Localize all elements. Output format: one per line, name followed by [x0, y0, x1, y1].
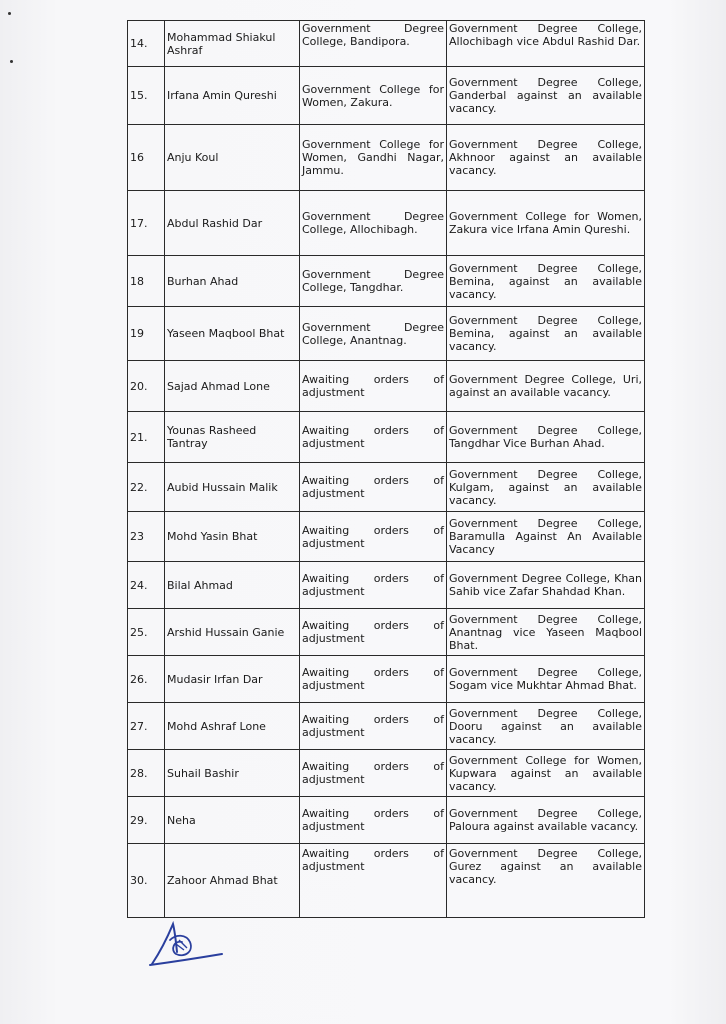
present-posting: Awaiting orders of adjustment: [300, 797, 447, 844]
table-row: [128, 656, 645, 703]
present-posting: Government College for Women, Gandhi Nagar, Jammu.: [300, 125, 447, 191]
posted-to: Government Degree College, Anantnag vice Yaseen Maqbool Bhat.: [447, 609, 645, 656]
posted-to: Government Degree College, Ganderbal against an available vacancy.: [447, 67, 645, 125]
serial-number: 15.: [128, 67, 165, 125]
lecturer-name: Zahoor Ahmad Bhat: [165, 844, 300, 918]
lecturer-name: Yaseen Maqbool Bhat: [165, 307, 300, 361]
posted-to: Government Degree College, Dooru against an available vacancy.: [447, 703, 645, 750]
present-posting: Awaiting orders of adjustment: [300, 703, 447, 750]
table-row: [128, 750, 645, 797]
table-row: [128, 307, 645, 361]
table-row: [128, 361, 645, 412]
lecturer-name: Neha: [165, 797, 300, 844]
lecturer-name: Aubid Hussain Malik: [165, 463, 300, 512]
lecturer-name: Mudasir Irfan Dar: [165, 656, 300, 703]
lecturer-name: Bilal Ahmad: [165, 562, 300, 609]
lecturer-name: Arshid Hussain Ganie: [165, 609, 300, 656]
present-posting: Awaiting orders of adjustment: [300, 844, 447, 918]
scan-speck: [10, 60, 13, 63]
present-posting: Awaiting orders of adjustment: [300, 656, 447, 703]
lecturer-name: Irfana Amin Qureshi: [165, 67, 300, 125]
present-posting: Government Degree College, Tangdhar.: [300, 256, 447, 307]
lecturer-name: Sajad Ahmad Lone: [165, 361, 300, 412]
lecturer-name: Suhail Bashir: [165, 750, 300, 797]
table-row: [128, 412, 645, 463]
present-posting: Government Degree College, Anantnag.: [300, 307, 447, 361]
posted-to: Government College for Women, Kupwara against an available vacancy.: [447, 750, 645, 797]
serial-number: 20.: [128, 361, 165, 412]
posted-to: Government Degree College, Kulgam, against an available vacancy.: [447, 463, 645, 512]
table-row: [128, 844, 645, 918]
lecturer-name: Anju Koul: [165, 125, 300, 191]
lecturer-name: Mohammad Shiakul Ashraf: [165, 21, 300, 67]
lecturer-name: Mohd Yasin Bhat: [165, 512, 300, 562]
present-posting: Awaiting orders of adjustment: [300, 361, 447, 412]
table-row: [128, 21, 645, 67]
serial-number: 18: [128, 256, 165, 307]
table-row: [128, 125, 645, 191]
scan-speck: [8, 12, 11, 15]
posted-to: Government Degree College, Akhnoor against an available vacancy.: [447, 125, 645, 191]
serial-number: 29.: [128, 797, 165, 844]
serial-number: 27.: [128, 703, 165, 750]
table-row: [128, 256, 645, 307]
signature-mark: [146, 918, 226, 970]
lecturer-name: Burhan Ahad: [165, 256, 300, 307]
serial-number: 26.: [128, 656, 165, 703]
lecturer-name: Abdul Rashid Dar: [165, 191, 300, 256]
posted-to: Government Degree College, Paloura against available vacancy.: [447, 797, 645, 844]
posted-to: Government Degree College, Sogam vice Mukhtar Ahmad Bhat.: [447, 656, 645, 703]
posted-to: Government Degree College, Baramulla Against An Available Vacancy: [447, 512, 645, 562]
present-posting: Awaiting orders of adjustment: [300, 750, 447, 797]
serial-number: 25.: [128, 609, 165, 656]
serial-number: 28.: [128, 750, 165, 797]
table-row: [128, 703, 645, 750]
posted-to: Government Degree College, Bemina, against an available vacancy.: [447, 307, 645, 361]
lecturer-name: Mohd Ashraf Lone: [165, 703, 300, 750]
serial-number: 24.: [128, 562, 165, 609]
serial-number: 22.: [128, 463, 165, 512]
present-posting: Awaiting orders of adjustment: [300, 412, 447, 463]
present-posting: Awaiting orders of adjustment: [300, 609, 447, 656]
present-posting: Government College for Women, Zakura.: [300, 67, 447, 125]
table-row: [128, 512, 645, 562]
table-row: [128, 191, 645, 256]
serial-number: 21.: [128, 412, 165, 463]
table-row: [128, 562, 645, 609]
serial-number: 16: [128, 125, 165, 191]
table-row: [128, 609, 645, 656]
serial-number: 30.: [128, 844, 165, 918]
posted-to: Government Degree College, Bemina, against an available vacancy.: [447, 256, 645, 307]
present-posting: Awaiting orders of adjustment: [300, 463, 447, 512]
posted-to: Government Degree College, Gurez against an available vacancy.: [447, 844, 645, 918]
posted-to: Government Degree College, Allochibagh vice Abdul Rashid Dar.: [447, 21, 645, 67]
serial-number: 19: [128, 307, 165, 361]
present-posting: Awaiting orders of adjustment: [300, 562, 447, 609]
transfer-orders-table: [127, 20, 645, 918]
table-row: [128, 67, 645, 125]
lecturer-name: Younas Rasheed Tantray: [165, 412, 300, 463]
posted-to: Government Degree College, Khan Sahib vice Zafar Shahdad Khan.: [447, 562, 645, 609]
present-posting: Government Degree College, Allochibagh.: [300, 191, 447, 256]
posted-to: Government Degree College, Uri, against an available vacancy.: [447, 361, 645, 412]
posted-to: Government Degree College, Tangdhar Vice Burhan Ahad.: [447, 412, 645, 463]
present-posting: Government Degree College, Bandipora.: [300, 21, 447, 67]
posted-to: Government College for Women, Zakura vice Irfana Amin Qureshi.: [447, 191, 645, 256]
serial-number: 14.: [128, 21, 165, 67]
present-posting: Awaiting orders of adjustment: [300, 512, 447, 562]
serial-number: 17.: [128, 191, 165, 256]
table-row: [128, 797, 645, 844]
serial-number: 23: [128, 512, 165, 562]
table-row: [128, 463, 645, 512]
